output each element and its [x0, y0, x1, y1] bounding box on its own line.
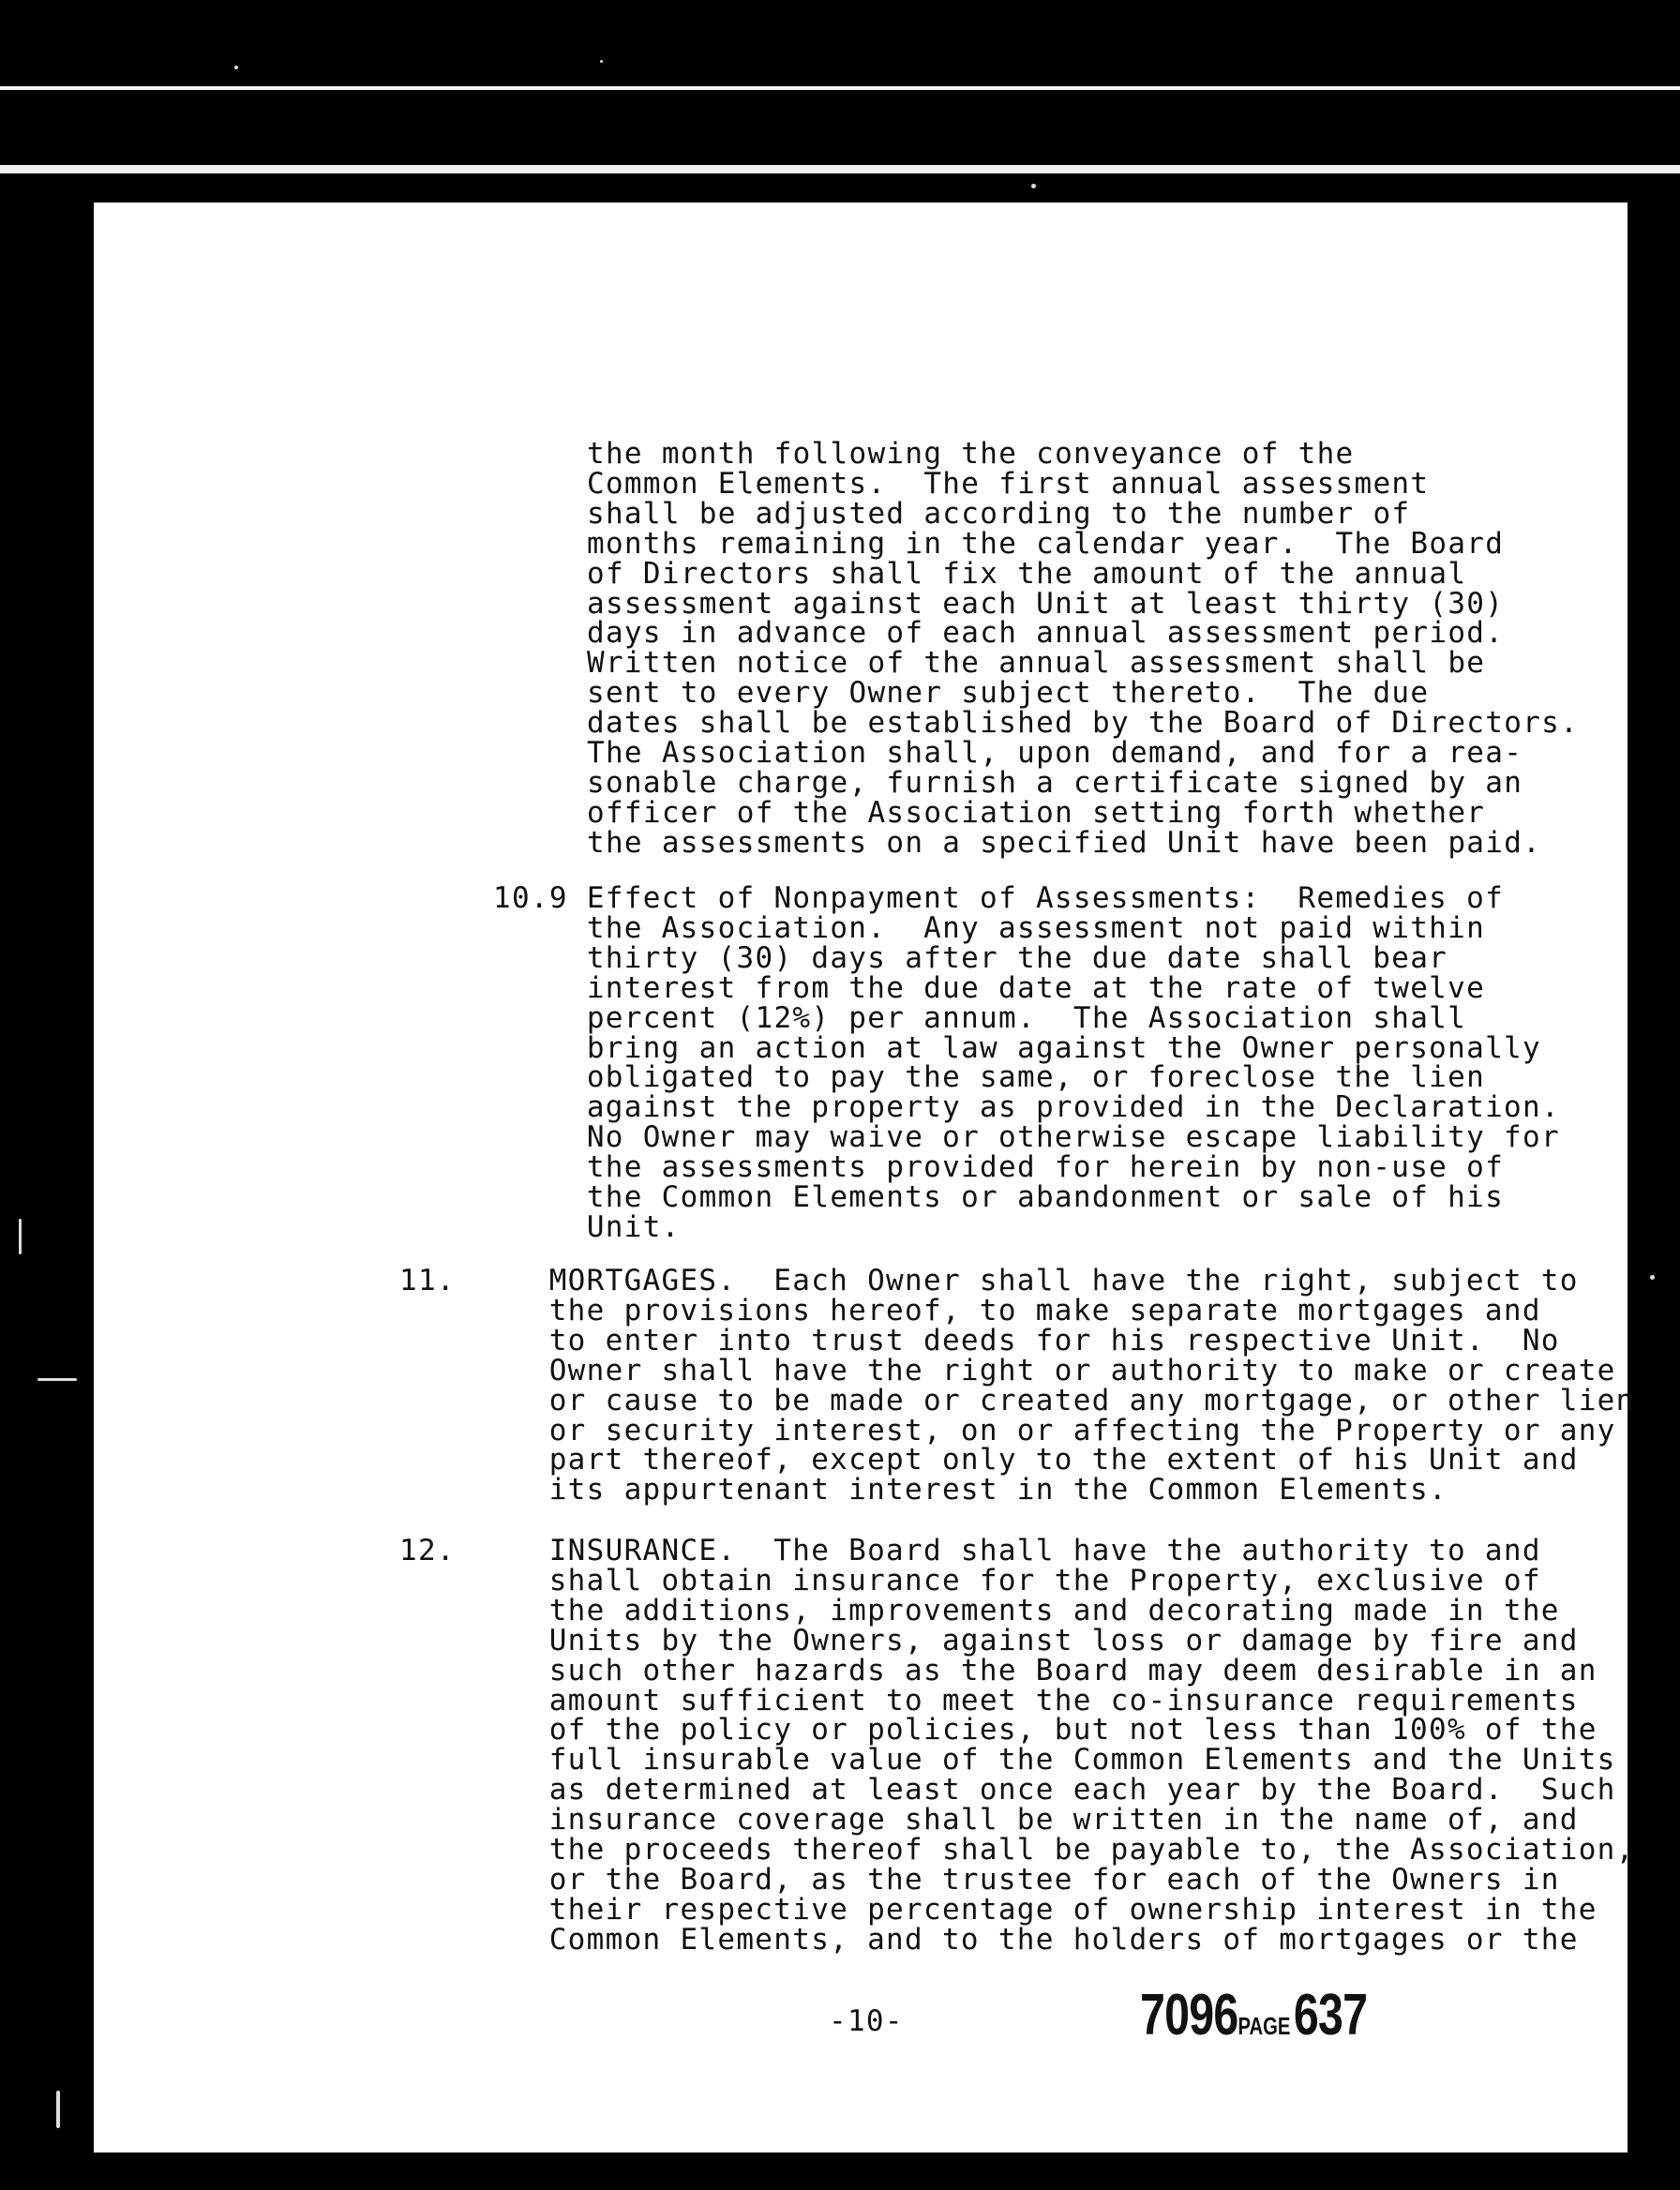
text-line: amount sufficient to meet the co-insurance requirements: [399, 1683, 1579, 1718]
assessment-continuation-paragraph: [587, 437, 1580, 860]
text-line: as determined at least once each year by the Board. Such: [399, 1773, 1616, 1808]
text-line: dates shall be established by the Board of Directors.: [587, 706, 1580, 741]
text-line: shall be adjusted according to the number of: [587, 496, 1411, 531]
text-line: insurance coverage shall be written in the name of, and: [399, 1803, 1579, 1838]
scan-speck: [38, 1378, 77, 1381]
scan-speck: [1031, 184, 1036, 188]
text-line: the provisions hereof, to make separate mortgages and: [399, 1293, 1541, 1328]
text-line: obligated to pay the same, or foreclose the lien: [493, 1060, 1486, 1095]
section-12-insurance: [399, 1534, 1635, 1957]
text-line: 12. INSURANCE. The Board shall have the authority to and: [399, 1534, 1541, 1568]
text-line: interest from the due date at the rate of twelve: [493, 970, 1486, 1005]
text-line: the assessments on a specified Unit have been paid.: [587, 825, 1542, 860]
text-line: the additions, improvements and decorating made in the: [399, 1593, 1560, 1628]
scan-speck: [1650, 1275, 1655, 1280]
document-page: [94, 202, 1635, 2152]
text-line: assessment against each Unit at least thirty (30): [587, 586, 1505, 621]
stamp-book-number: 7096: [1140, 1983, 1238, 2048]
scan-speck: [600, 60, 603, 63]
text-line: bring an action at law against the Owner personally: [493, 1030, 1541, 1065]
text-line: officer of the Association setting forth whether: [587, 795, 1486, 830]
text-line: Common Elements. The first annual assessment: [587, 466, 1430, 501]
text-line: sent to every Owner subject thereto. The due: [587, 676, 1430, 711]
text-line: of the policy or policies, but not less than 100% of the: [399, 1713, 1598, 1748]
text-line: to enter into trust deeds for his respective Unit. No: [399, 1323, 1560, 1358]
text-line: 10.9 Effect of Nonpayment of Assessments: Remedies of: [493, 881, 1505, 915]
scan-speck: [234, 66, 238, 69]
text-line: part thereof, except only to the extent of his Unit and: [399, 1443, 1579, 1478]
scan-border-line-top: [0, 86, 1680, 90]
text-line: the Common Elements or abandonment or sale of his: [493, 1180, 1505, 1215]
text-line: 11. MORTGAGES. Each Owner shall have the right, subject to: [399, 1264, 1579, 1298]
text-line: such other hazards as the Board may deem desirable in an: [399, 1653, 1598, 1688]
recording-book-page-stamp: [1140, 1982, 1367, 2048]
text-line: percent (12%) per annum. The Association shall: [493, 1000, 1467, 1035]
text-line: days in advance of each annual assessment period.: [587, 616, 1505, 651]
text-line: full insurable value of the Common Elements and the Units: [399, 1743, 1616, 1778]
text-line: of Directors shall fix the amount of the annual: [587, 556, 1467, 591]
text-line: the Association. Any assessment not paid within: [493, 910, 1486, 945]
text-line: Owner shall have the right or authority to make or create: [399, 1353, 1616, 1388]
text-line: against the property as provided in the Declaration.: [493, 1090, 1560, 1125]
text-line: Unit.: [493, 1209, 681, 1244]
page-number: -10-: [829, 2004, 904, 2038]
text-line: or the Board, as the trustee for each of the Owners in: [399, 1862, 1560, 1897]
text-line: shall obtain insurance for the Property, exclusive of: [399, 1563, 1541, 1598]
stamp-page-label: PAGE: [1238, 2012, 1291, 2040]
text-line: No Owner may waive or otherwise escape liability for: [493, 1120, 1560, 1155]
text-line: Common Elements, and to the holders of mortgages or the: [399, 1922, 1579, 1957]
text-line: the month following the conveyance of the: [587, 437, 1355, 471]
scan-speck: [56, 2091, 60, 2128]
text-line: or security interest, on or affecting the Property or any: [399, 1413, 1616, 1448]
text-line: The Association shall, upon demand, and for a rea-: [587, 736, 1523, 771]
text-line: Written notice of the annual assessment shall be: [587, 646, 1486, 681]
text-line: thirty (30) days after the due date shall bear: [493, 940, 1448, 975]
stamp-page-number: 637: [1293, 1983, 1368, 2048]
text-line: its appurtenant interest in the Common Elements.: [399, 1473, 1448, 1508]
section-11-mortgages: [399, 1264, 1635, 1508]
section-10-9-nonpayment-of-assessments: [493, 881, 1560, 1244]
text-line: or cause to be made or created any mortgage, or other lien: [399, 1383, 1635, 1418]
text-line: months remaining in the calendar year. The Board: [587, 526, 1505, 561]
scan-speck: [19, 1219, 22, 1254]
text-line: their respective percentage of ownership interest in the: [399, 1892, 1598, 1927]
scan-border-line-middle: [0, 165, 1680, 173]
text-line: Units by the Owners, against loss or damage by fire and: [399, 1623, 1579, 1658]
text-line: the proceeds thereof shall be payable to, the Association,: [399, 1833, 1635, 1868]
text-line: the assessments provided for herein by non-use of: [493, 1150, 1505, 1185]
text-line: sonable charge, furnish a certificate signed by an: [587, 765, 1523, 800]
